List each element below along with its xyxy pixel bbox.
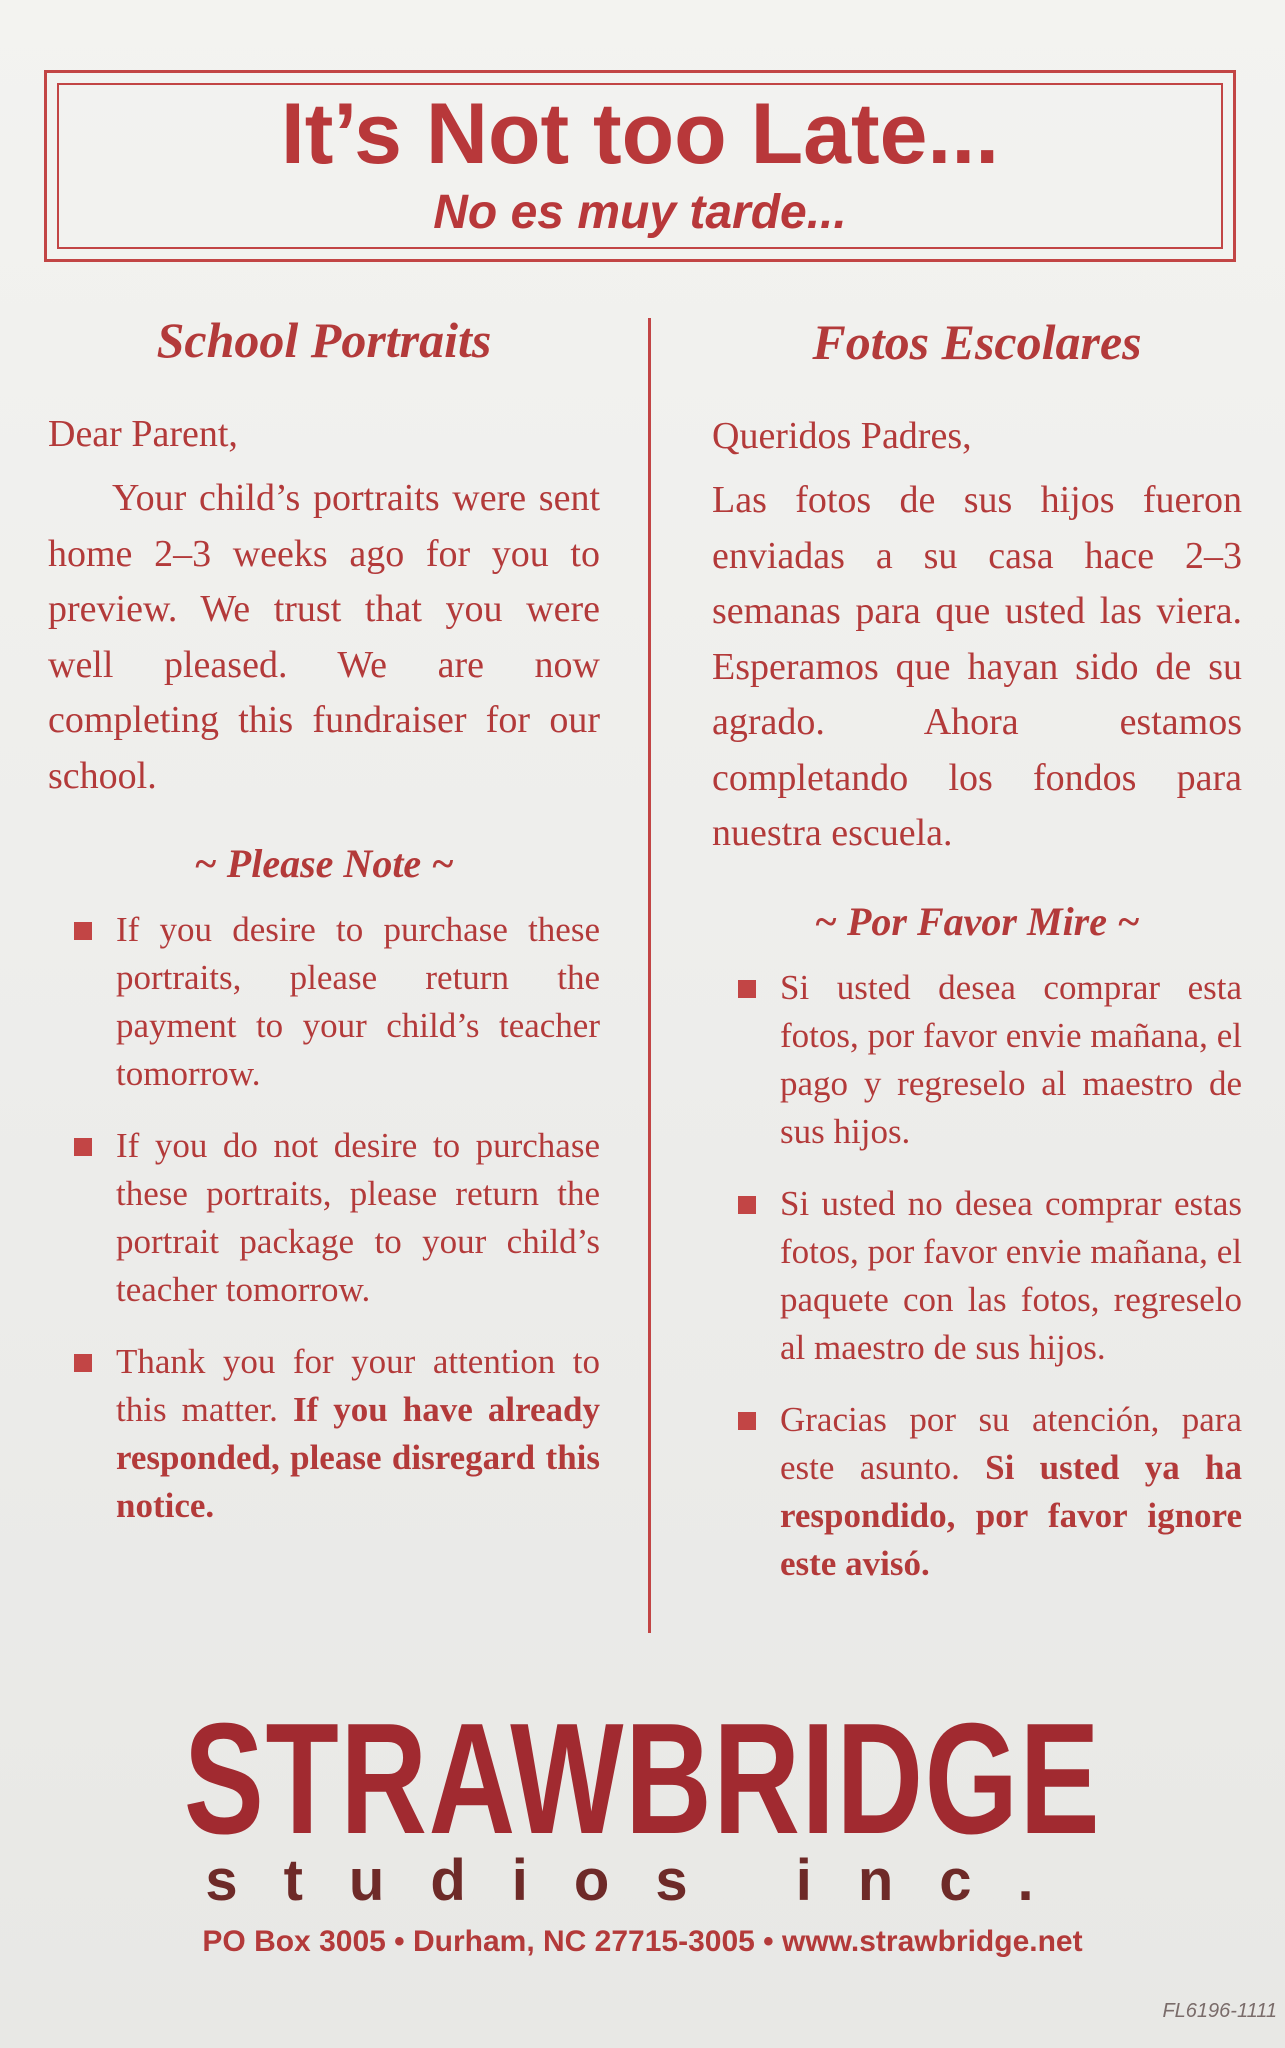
title-frame [44, 70, 1236, 262]
spanish-bullet-3-text: Gracias por su atención, para este asunto. [780, 1399, 1242, 1487]
english-bullet-3-bold: If you have already responded, please disregard this notice. [116, 1390, 601, 1526]
spanish-bullet-list [712, 964, 1242, 1588]
english-bullet-2 [48, 1122, 600, 1314]
english-heading: School Portraits [156, 312, 492, 368]
spanish-note-heading: ~ Por Favor Mire ~ [814, 898, 1140, 944]
spanish-bullet-3-bold: Si usted ya ha respondido, por favor ignore este avisó. [780, 1447, 1242, 1583]
square-bullet-icon [74, 922, 92, 940]
company-address: PO Box 3005 • Durham, NC 27715-3005 • www.strawbridge.net [202, 1925, 1083, 1958]
title-spanish: No es muy tarde... [433, 186, 847, 239]
english-body: Your child’s portraits were sent home 2–3 weeks ago for you to preview. We trust that you were well pleased. We are now completing this fundraiser for our school. [48, 477, 600, 797]
spanish-bullet-1-text: Si usted desea comprar esta fotos, por favor envie mañana, el pago y regreselo al maestro de sus hijos. [780, 967, 1242, 1151]
spanish-bullet-2 [712, 1180, 1242, 1372]
square-bullet-icon [74, 1138, 92, 1156]
spanish-body: Las fotos de sus hijos fueron enviadas a su casa hace 2–3 semanas para que usted las viera. Esperamos que hayan sido de su agrado. Ahora estamos completando los fondos para nuestra escuela. [712, 479, 1242, 855]
square-bullet-icon [74, 1354, 92, 1372]
english-bullet-1 [48, 906, 600, 1098]
studios-inc-wordmark: studios inc. [205, 1848, 1080, 1913]
english-bullet-3 [48, 1338, 600, 1530]
spanish-heading: Fotos Escolares [812, 314, 1142, 370]
english-note-heading: ~ Please Note ~ [194, 841, 454, 887]
square-bullet-icon [738, 1412, 756, 1430]
column-divider [648, 318, 651, 1633]
english-bullet-1-text: If you desire to purchase these portraits, please return the payment to your child’s teacher tomorrow. [116, 910, 600, 1094]
spanish-bullet-1 [712, 964, 1242, 1156]
square-bullet-icon [738, 980, 756, 998]
english-bullet-list [48, 906, 600, 1530]
title-english: It’s Not too Late... [280, 86, 1000, 182]
square-bullet-icon [738, 1196, 756, 1214]
spanish-column [712, 312, 1242, 1612]
english-bullet-3-text: Thank you for your attention to this matter. [116, 1342, 600, 1430]
spanish-salutation: Queridos Padres, [712, 415, 972, 457]
strawbridge-logo: STRAWBRIDGE [183, 1691, 1102, 1867]
english-bullet-2-text: If you do not desire to purchase these portraits, please return the portrait package to your child’s teacher tomorrow. [116, 1126, 600, 1310]
spanish-bullet-2-text: Si usted no desea comprar estas fotos, por favor envie mañana, el paquete con las fotos, regreselo al maestro de sus hijos. [780, 1183, 1242, 1367]
english-salutation: Dear Parent, [48, 413, 238, 455]
form-code: FL6196-1111 [1162, 2000, 1277, 2022]
spanish-bullet-3 [712, 1396, 1242, 1588]
english-column [48, 310, 600, 1554]
